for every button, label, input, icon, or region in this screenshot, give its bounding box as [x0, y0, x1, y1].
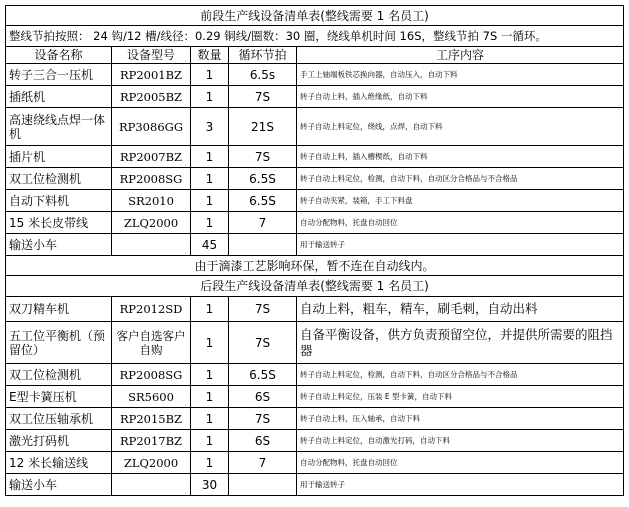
table-row: [6, 108, 624, 146]
equipment-list-document: [5, 5, 623, 496]
model-cell: [112, 234, 191, 256]
model-cell: RP2007BZ: [112, 146, 191, 168]
equipment-name-cell: 插纸机: [6, 86, 112, 108]
quantity-cell: 1: [191, 452, 229, 474]
table-row: [6, 322, 624, 364]
quantity-cell: 1: [191, 322, 229, 364]
quantity-cell: 1: [191, 212, 229, 234]
cycle-time-cell: [229, 234, 297, 256]
equipment-name-cell: 双刀精车机: [6, 297, 112, 322]
back-section-title: 后段生产线设备清单表(整线需要 1 名员工): [6, 276, 624, 297]
model-cell: RP2008SG: [112, 364, 191, 386]
process-cell: 转子自动上料定位，自动激光打码，自动下料: [297, 430, 624, 452]
process-cell: 手工上轴端板铁芯换向器，自动压入，自动下料: [297, 64, 624, 86]
front-cycle-note: 整线节拍按照： 24 钩/12 槽/线径：0.29 铜线/圈数：30 圈，绕线单机时间 16S，整线节拍 7S 一循环。: [6, 26, 624, 47]
cycle-time-cell: 7S: [229, 408, 297, 430]
cycle-time-cell: 6S: [229, 386, 297, 408]
table-row: [6, 146, 624, 168]
quantity-cell: 3: [191, 108, 229, 146]
model-cell: ZLQ2000: [112, 212, 191, 234]
cycle-time-cell: 6.5S: [229, 190, 297, 212]
cycle-time-cell: 6.5S: [229, 168, 297, 190]
quantity-cell: 30: [191, 474, 229, 496]
equipment-name-cell: 转子三合一压机: [6, 64, 112, 86]
equipment-name-cell: 12 米长输送线: [6, 452, 112, 474]
table-row: [6, 452, 624, 474]
quantity-cell: 1: [191, 64, 229, 86]
header-model: 设备型号: [112, 47, 191, 64]
quantity-cell: 1: [191, 408, 229, 430]
model-cell: RP3086GG: [112, 108, 191, 146]
process-cell: 转子自动上料定位，检测，自动下料，自动区分合格品与不合格品: [297, 364, 624, 386]
table-row: [6, 234, 624, 256]
table-body: [6, 6, 624, 496]
process-cell: 用于输送转子: [297, 234, 624, 256]
table-row: [6, 168, 624, 190]
model-cell: [112, 474, 191, 496]
process-cell: 自备平衡设备，供方负责预留空位，并提供所需要的阻挡器: [297, 322, 624, 364]
header-quantity: 数量: [191, 47, 229, 64]
cycle-time-cell: 7S: [229, 297, 297, 322]
cycle-time-cell: 7S: [229, 322, 297, 364]
process-cell: 转子自动上料，插入槽楔纸，自动下料: [297, 146, 624, 168]
table-row: [6, 474, 624, 496]
process-cell: 转子自动上料定位，绕线，点焊，自动下料: [297, 108, 624, 146]
cycle-time-cell: 7S: [229, 146, 297, 168]
model-cell: SR2010: [112, 190, 191, 212]
process-cell: 转子自动夹紧，装箱，手工下料盘: [297, 190, 624, 212]
model-cell: RP2005BZ: [112, 86, 191, 108]
equipment-name-cell: 插片机: [6, 146, 112, 168]
quantity-cell: 1: [191, 364, 229, 386]
header-process: 工序内容: [297, 47, 624, 64]
table-row: [6, 386, 624, 408]
quantity-cell: 1: [191, 386, 229, 408]
quantity-cell: 45: [191, 234, 229, 256]
process-cell: 转子自动上料，插入绝缘纸，自动下料: [297, 86, 624, 108]
model-cell: RP2012SD: [112, 297, 191, 322]
cycle-time-cell: [229, 474, 297, 496]
equipment-name-cell: 激光打码机: [6, 430, 112, 452]
quantity-cell: 1: [191, 190, 229, 212]
model-cell: RP2001BZ: [112, 64, 191, 86]
cycle-time-cell: 6.5S: [229, 364, 297, 386]
equipment-name-cell: E型卡簧压机: [6, 386, 112, 408]
cycle-time-cell: 7: [229, 452, 297, 474]
cycle-time-cell: 6S: [229, 430, 297, 452]
table-row: [6, 212, 624, 234]
process-cell: 转子自动上料定位，检测，自动下料，自动区分合格品与不合格品: [297, 168, 624, 190]
header-cycle-time: 循环节拍: [229, 47, 297, 64]
table-row: [6, 364, 624, 386]
table-row: [6, 408, 624, 430]
cycle-time-cell: 21S: [229, 108, 297, 146]
header-equipment-name: 设备名称: [6, 47, 112, 64]
process-cell: 自动上料，粗车，精车，刷毛刺，自动出料: [297, 297, 624, 322]
process-cell: 自动分配物料，托盘自动回位: [297, 452, 624, 474]
equipment-name-cell: 自动下料机: [6, 190, 112, 212]
quantity-cell: 1: [191, 146, 229, 168]
equipment-table: [5, 5, 624, 496]
table-row: [6, 297, 624, 322]
table-row: [6, 430, 624, 452]
equipment-name-cell: 输送小车: [6, 474, 112, 496]
model-cell: RP2017BZ: [112, 430, 191, 452]
quantity-cell: 1: [191, 168, 229, 190]
table-row: [6, 190, 624, 212]
equipment-name-cell: 五工位平衡机（预留位）: [6, 322, 112, 364]
quantity-cell: 1: [191, 86, 229, 108]
equipment-name-cell: 输送小车: [6, 234, 112, 256]
equipment-name-cell: 双工位压轴承机: [6, 408, 112, 430]
equipment-name-cell: 双工位检测机: [6, 168, 112, 190]
process-cell: 自动分配物料，托盘自动回位: [297, 212, 624, 234]
cycle-time-cell: 6.5s: [229, 64, 297, 86]
model-cell: SR5600: [112, 386, 191, 408]
quantity-cell: 1: [191, 430, 229, 452]
equipment-name-cell: 双工位检测机: [6, 364, 112, 386]
process-cell: 用于输送转子: [297, 474, 624, 496]
table-row: [6, 64, 624, 86]
model-cell: 客户自选客户自购: [112, 322, 191, 364]
model-cell: ZLQ2000: [112, 452, 191, 474]
equipment-name-cell: 高速绕线点焊一体机: [6, 108, 112, 146]
model-cell: RP2015BZ: [112, 408, 191, 430]
quantity-cell: 1: [191, 297, 229, 322]
process-cell: 转子自动上料定位，压装 E 型卡簧，自动下料: [297, 386, 624, 408]
table-row: [6, 86, 624, 108]
cycle-time-cell: 7S: [229, 86, 297, 108]
model-cell: RP2008SG: [112, 168, 191, 190]
cycle-time-cell: 7: [229, 212, 297, 234]
equipment-name-cell: 15 米长皮带线: [6, 212, 112, 234]
environment-note: 由于滴漆工艺影响环保，暂不连在自动线内。: [6, 256, 624, 276]
process-cell: 转子自动上料，压入轴承，自动下料: [297, 408, 624, 430]
front-section-title: 前段生产线设备清单表(整线需要 1 名员工): [6, 6, 624, 26]
